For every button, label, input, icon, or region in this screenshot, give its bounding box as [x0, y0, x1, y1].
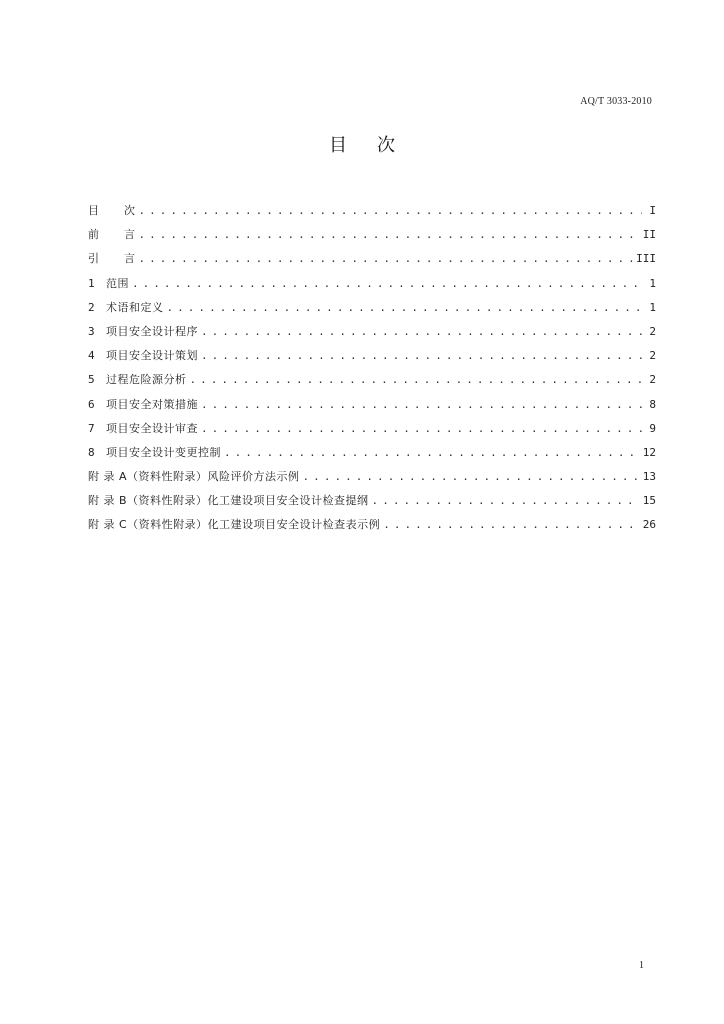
page-title-char-2: 次 [377, 135, 395, 156]
dot-leader [224, 446, 639, 459]
toc-entry-label: 附 录 B（资料性附录）化工建设项目安全设计检查提纲 [88, 494, 369, 508]
toc-entry-page: 12 [642, 445, 656, 459]
toc-entry-label: 过程危险源分析 [106, 373, 187, 387]
toc-entry-label: 引 言 [88, 252, 136, 266]
toc-entry-introduction[interactable] [88, 250, 656, 274]
dot-leader [167, 301, 643, 314]
dot-leader [383, 518, 639, 531]
toc-entry-page: 26 [642, 518, 656, 532]
page-title [0, 131, 724, 157]
toc-entry-change-control[interactable] [88, 444, 656, 468]
toc-entry-page: 13 [642, 470, 656, 484]
toc-entry-label: 项目安全设计程序 [106, 324, 198, 338]
toc-entry-number: 3 [88, 324, 95, 338]
toc-entry-appendix-b[interactable] [88, 492, 656, 516]
toc-entry-design-review[interactable] [88, 420, 656, 444]
page-title-char-1: 目 [329, 135, 347, 156]
dot-leader [139, 204, 643, 217]
table-of-contents [88, 202, 656, 541]
toc-entry-label: 项目安全设计策划 [106, 349, 198, 363]
toc-entry-page: II [642, 228, 656, 242]
toc-entry-foreword[interactable] [88, 226, 656, 250]
toc-entry-page: 1 [649, 276, 656, 290]
dot-leader [190, 373, 643, 386]
toc-entry-label: 附 录 C（资料性附录）化工建设项目安全设计检查表示例 [88, 518, 381, 532]
toc-entry-page: 8 [649, 397, 656, 411]
toc-entry-page: 9 [649, 421, 656, 435]
toc-entry-label: 附 录 A（资料性附录）风险评价方法示例 [88, 470, 300, 484]
toc-entry-design-planning[interactable] [88, 347, 656, 371]
toc-entry-page: 15 [642, 494, 656, 508]
dot-leader [201, 349, 642, 362]
toc-entry-page: 2 [649, 349, 656, 363]
page-number: 1 [639, 960, 644, 971]
toc-entry-page: III [636, 252, 656, 266]
toc-entry-label: 项目安全设计变更控制 [106, 445, 221, 459]
dot-leader [372, 494, 639, 507]
dot-leader [303, 470, 639, 483]
toc-entry-label: 术语和定义 [106, 300, 164, 314]
toc-entry-page: 2 [649, 324, 656, 338]
toc-entry-design-procedure[interactable] [88, 323, 656, 347]
dot-leader [139, 228, 639, 241]
toc-entry-label: 目 次 [88, 204, 136, 217]
toc-entry-appendix-a[interactable] [88, 468, 656, 492]
toc-entry-number: 8 [88, 445, 95, 459]
toc-entry-label: 范围 [106, 276, 129, 290]
toc-entry-label: 项目安全设计审查 [106, 421, 198, 435]
toc-entry-page: 2 [649, 373, 656, 387]
toc-entry-label: 项目安全对策措施 [106, 397, 198, 411]
dot-leader [201, 422, 642, 435]
toc-entry-terms[interactable] [88, 299, 656, 323]
toc-entry-page: I [649, 204, 656, 217]
toc-entry-number: 4 [88, 349, 95, 363]
toc-entry-label: 前 言 [88, 228, 136, 242]
toc-entry-number: 7 [88, 421, 95, 435]
dot-leader [201, 398, 642, 411]
dot-leader [139, 252, 633, 265]
toc-entry-number: 6 [88, 397, 95, 411]
toc-entry-scope[interactable] [88, 275, 656, 299]
toc-entry-number: 1 [88, 276, 95, 290]
toc-entry-safety-measures[interactable] [88, 396, 656, 420]
toc-entry-page: 1 [649, 300, 656, 314]
dot-leader [201, 325, 642, 338]
toc-entry-number: 5 [88, 373, 95, 387]
standard-number: AQ/T 3033-2010 [580, 96, 652, 107]
dot-leader [132, 277, 642, 290]
toc-entry-appendix-c[interactable] [88, 516, 656, 540]
toc-entry-number: 2 [88, 300, 95, 314]
toc-entry-hazard-analysis[interactable] [88, 371, 656, 395]
toc-entry-contents[interactable] [88, 202, 656, 226]
